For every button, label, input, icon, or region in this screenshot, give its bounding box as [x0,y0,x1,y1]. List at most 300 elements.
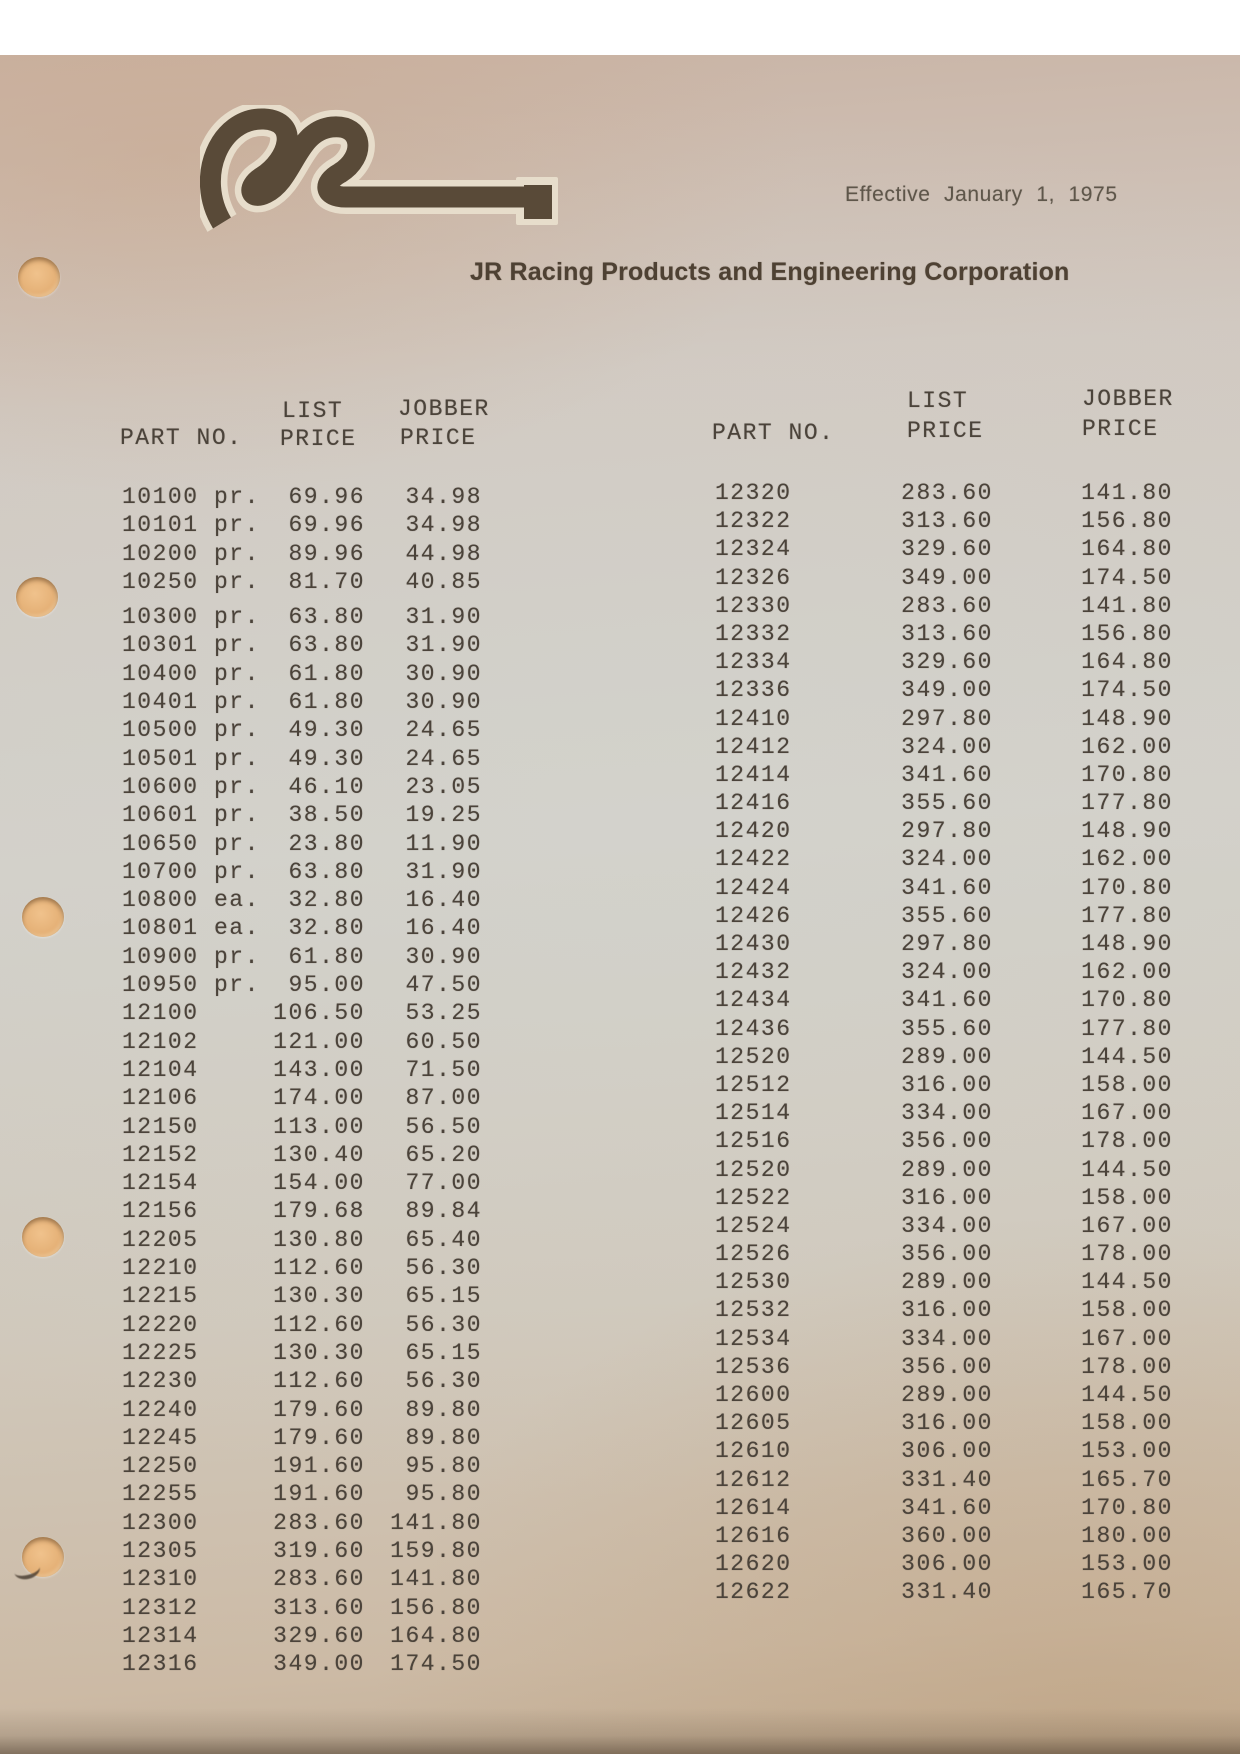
jobber-cell: 144.50 [1081,1156,1173,1183]
list-cell: 179.68 [273,1198,365,1225]
part-cell: 12420 [715,818,792,845]
list-cell: 356.00 [901,1128,993,1155]
part-cell: 12320 [715,480,792,506]
list-cell: 130.30 [273,1339,365,1366]
unit-cell: pr. [214,632,260,659]
list-cell: 355.60 [901,1015,993,1042]
jobber-cell: 141.80 [390,1509,482,1536]
table-row [122,1594,482,1622]
jobber-cell: 170.80 [1081,1494,1173,1521]
list-cell: 324.00 [901,733,993,760]
table-row [122,914,482,942]
table-row [715,1268,1173,1296]
part-cell: 10801 [122,915,199,942]
list-cell: 32.80 [288,887,365,914]
list-cell: 179.60 [273,1424,365,1451]
list-cell: 341.60 [901,761,993,788]
list-cell: 297.80 [901,705,993,732]
table-row [715,874,1173,902]
part-cell: 12614 [715,1494,792,1521]
unit-cell [214,1028,262,1056]
table-row [715,648,1173,676]
table-row [122,1509,482,1537]
list-cell: 306.00 [901,1438,993,1465]
list-cell: 334.00 [901,1212,993,1239]
jobber-cell: 174.50 [1081,677,1173,704]
unit-cell: pr. [214,660,260,687]
list-cell: 112.60 [273,1255,365,1282]
unit-cell [214,1084,262,1112]
jobber-cell: 170.80 [1081,761,1173,788]
list-cell: 297.80 [901,931,993,957]
list-cell: 324.00 [901,959,993,986]
list-cell: 316.00 [901,1071,993,1098]
table-row [715,1381,1173,1409]
jobber-cell: 31.90 [405,632,482,659]
list-cell: 329.60 [273,1622,365,1649]
part-cell: 12612 [715,1466,792,1493]
jobber-cell: 177.80 [1081,1015,1173,1042]
table-row [122,1084,482,1112]
unit-cell [214,1565,262,1593]
part-cell: 12426 [715,902,792,929]
part-cell: 12250 [122,1453,199,1480]
part-cell: 12316 [122,1651,199,1678]
part-cell: 12210 [122,1255,199,1282]
part-cell: 12154 [122,1170,199,1197]
part-cell: 12516 [715,1128,792,1155]
jobber-cell: 31.90 [405,604,482,631]
list-cell: 331.40 [901,1466,993,1493]
column-header-part: PART NO. [120,425,243,451]
column-header-list: LIST [907,388,969,414]
list-cell: 289.00 [901,1156,993,1183]
jobber-cell: 164.80 [390,1622,482,1649]
punch-hole [18,257,60,297]
list-cell: 313.60 [273,1594,365,1621]
list-cell: 283.60 [901,480,993,506]
part-cell: 12104 [122,1056,199,1083]
part-cell: 12410 [715,705,792,732]
unit-cell [214,999,262,1027]
list-cell: 154.00 [273,1170,365,1197]
table-row [715,676,1173,704]
list-cell: 289.00 [901,1382,993,1408]
column-header-list: LIST [282,398,344,424]
table-row [715,507,1173,535]
list-cell: 112.60 [273,1368,365,1395]
list-cell: 69.96 [288,512,365,539]
table-row [122,1367,482,1395]
part-cell: 10100 [122,484,199,510]
list-cell: 297.80 [901,818,993,845]
column-header-price: PRICE [907,418,984,444]
list-cell: 179.60 [273,1396,365,1423]
jobber-cell: 178.00 [1081,1353,1173,1380]
jobber-cell: 177.80 [1081,902,1173,929]
jobber-cell: 180.00 [1081,1522,1173,1549]
jobber-cell: 156.80 [1081,620,1173,647]
jobber-cell: 164.80 [1081,649,1173,676]
table-row [122,1197,482,1225]
part-cell: 12240 [122,1396,199,1423]
unit-cell: pr. [214,858,260,885]
table-row [122,540,482,568]
unit-cell: pr. [214,830,260,857]
jobber-cell: 167.00 [1081,1325,1173,1352]
part-cell: 10800 [122,887,199,914]
jobber-cell: 44.98 [405,540,482,567]
jobber-cell: 165.70 [1081,1579,1173,1606]
list-cell: 61.80 [288,689,365,716]
jobber-cell: 95.80 [405,1481,482,1508]
jobber-cell: 165.70 [1081,1466,1173,1493]
jobber-cell: 170.80 [1081,874,1173,901]
jobber-cell: 162.00 [1081,733,1173,760]
table-row [715,1296,1173,1324]
table-row [122,943,482,971]
jobber-cell: 162.00 [1081,959,1173,986]
jobber-cell: 34.98 [405,484,482,510]
table-row [715,705,1173,733]
list-cell: 306.00 [901,1551,993,1578]
table-row [122,631,482,659]
jobber-cell: 24.65 [405,717,482,744]
jobber-cell: 162.00 [1081,846,1173,873]
jobber-cell: 30.90 [405,689,482,716]
column-header-jobber: JOBBER [398,396,490,422]
part-cell: 12324 [715,536,792,563]
jobber-cell: 77.00 [405,1170,482,1197]
part-cell: 12332 [715,620,792,647]
jobber-cell: 153.00 [1081,1551,1173,1578]
price-table-right [715,479,1173,1607]
part-cell: 12512 [715,1071,792,1098]
list-cell: 334.00 [901,1325,993,1352]
jobber-cell: 178.00 [1081,1241,1173,1268]
unit-cell [214,1622,262,1650]
unit-cell [214,1452,262,1480]
list-cell: 334.00 [901,1100,993,1127]
part-cell: 12524 [715,1212,792,1239]
jobber-cell: 148.90 [1081,818,1173,845]
table-row [715,761,1173,789]
jobber-cell: 158.00 [1081,1297,1173,1324]
unit-cell: ea. [214,887,260,914]
list-cell: 316.00 [901,1184,993,1211]
jobber-cell: 34.98 [405,512,482,539]
part-cell: 12532 [715,1297,792,1324]
part-cell: 12610 [715,1438,792,1465]
jobber-cell: 141.80 [1081,592,1173,619]
part-cell: 12605 [715,1410,792,1437]
part-cell: 12106 [122,1085,199,1112]
part-cell: 12530 [715,1269,792,1296]
table-row [715,1325,1173,1353]
price-table-left [122,483,482,1678]
part-cell: 12245 [122,1424,199,1451]
unit-cell [214,1650,262,1678]
jobber-cell: 56.50 [405,1113,482,1140]
list-cell: 349.00 [901,564,993,591]
table-row [122,568,482,596]
table-row [122,830,482,858]
table-row [715,1184,1173,1212]
unit-cell: pr. [214,745,260,772]
table-row [122,511,482,539]
table-row [715,1212,1173,1240]
jobber-cell: 65.15 [405,1339,482,1366]
part-cell: 12432 [715,959,792,986]
list-cell: 130.30 [273,1283,365,1310]
part-cell: 10250 [122,568,199,595]
list-cell: 289.00 [901,1269,993,1296]
part-cell: 12334 [715,649,792,676]
table-row [715,1071,1173,1099]
part-cell: 12520 [715,1043,792,1070]
part-cell: 12526 [715,1241,792,1268]
table-row [122,1028,482,1056]
jobber-cell: 144.50 [1081,1269,1173,1296]
part-cell: 10700 [122,858,199,885]
part-cell: 12225 [122,1339,199,1366]
table-row [122,801,482,829]
column-header-jobber: JOBBER [1082,386,1174,412]
part-cell: 12255 [122,1481,199,1508]
part-cell: 10600 [122,773,199,800]
unit-cell: pr. [214,540,260,567]
unit-cell: pr. [214,484,260,510]
part-cell: 12412 [715,733,792,760]
jobber-cell: 158.00 [1081,1184,1173,1211]
jobber-cell: 177.80 [1081,790,1173,817]
jobber-cell: 65.20 [405,1141,482,1168]
table-row [122,1141,482,1169]
table-row [715,1015,1173,1043]
unit-cell [214,1113,262,1141]
jobber-cell: 65.40 [405,1226,482,1253]
part-cell: 12620 [715,1551,792,1578]
list-cell: 355.60 [901,790,993,817]
list-cell: 191.60 [273,1453,365,1480]
unit-cell [214,1226,262,1254]
jobber-cell: 40.85 [405,568,482,595]
list-cell: 63.80 [288,604,365,631]
table-row [122,716,482,744]
list-cell: 174.00 [273,1085,365,1112]
table-row [122,1169,482,1197]
jobber-cell: 144.50 [1081,1043,1173,1070]
jobber-cell: 89.80 [405,1424,482,1451]
list-cell: 331.40 [901,1579,993,1606]
unit-cell [214,1396,262,1424]
table-row [715,1578,1173,1606]
unit-cell: ea. [214,915,260,942]
list-cell: 313.60 [901,508,993,535]
part-cell: 10950 [122,972,199,999]
part-cell: 12514 [715,1100,792,1127]
part-cell: 12322 [715,508,792,535]
part-cell: 10200 [122,540,199,567]
jobber-cell: 148.90 [1081,931,1173,957]
effective-date: Effective January 1, 1975 [845,183,1118,206]
table-row [122,1424,482,1452]
part-cell: 12330 [715,592,792,619]
part-cell: 12600 [715,1382,792,1408]
unit-cell [214,1197,262,1225]
table-row [122,1226,482,1254]
part-cell: 10401 [122,689,199,716]
list-cell: 360.00 [901,1522,993,1549]
list-cell: 23.80 [288,830,365,857]
list-cell: 32.80 [288,915,365,942]
table-row [122,858,482,886]
part-cell: 10601 [122,802,199,829]
jobber-cell: 60.50 [405,1028,482,1055]
table-row [715,789,1173,817]
list-cell: 319.60 [273,1537,365,1564]
table-row [715,1156,1173,1184]
table-row [715,564,1173,592]
unit-cell [214,1339,262,1367]
part-cell: 12436 [715,1015,792,1042]
part-cell: 12150 [122,1113,199,1140]
list-cell: 191.60 [273,1481,365,1508]
unit-cell [214,1424,262,1452]
part-cell: 12622 [715,1579,792,1606]
jobber-cell: 56.30 [405,1311,482,1338]
table-row [715,733,1173,761]
table-row [715,958,1173,986]
column-header-price: PRICE [400,425,477,451]
part-cell: 12102 [122,1028,199,1055]
unit-cell: pr. [214,604,260,631]
list-cell: 316.00 [901,1410,993,1437]
part-cell: 12215 [122,1283,199,1310]
jobber-cell: 174.50 [390,1651,482,1678]
part-cell: 12414 [715,761,792,788]
list-cell: 63.80 [288,858,365,885]
part-cell: 12314 [122,1622,199,1649]
table-row [715,817,1173,845]
table-row [715,1550,1173,1578]
column-header-price: PRICE [1082,416,1159,442]
part-cell: 12616 [715,1522,792,1549]
part-cell: 10650 [122,830,199,857]
punch-hole [16,577,58,617]
list-cell: 130.40 [273,1141,365,1168]
list-cell: 89.96 [288,540,365,567]
unit-cell [214,1254,262,1282]
jobber-cell: 144.50 [1081,1382,1173,1408]
unit-cell: pr. [214,773,260,800]
part-cell: 12305 [122,1537,199,1564]
list-cell: 49.30 [288,745,365,772]
jobber-cell: 11.90 [405,830,482,857]
jobber-cell: 164.80 [1081,536,1173,563]
part-cell: 10900 [122,943,199,970]
unit-cell: pr. [214,943,260,970]
table-row [122,1650,482,1678]
unit-cell [214,1141,262,1169]
list-cell: 341.60 [901,1494,993,1521]
part-cell: 12205 [122,1226,199,1253]
list-cell: 106.50 [273,1000,365,1027]
table-row [122,688,482,716]
part-cell: 12520 [715,1156,792,1183]
jr-logo-icon [200,105,560,235]
jobber-cell: 156.80 [1081,508,1173,535]
punch-hole [22,897,64,937]
table-row [715,1043,1173,1071]
list-cell: 313.60 [901,620,993,647]
table-row [122,1254,482,1282]
table-row [122,1282,482,1310]
jobber-cell: 89.84 [405,1198,482,1225]
table-row [122,1339,482,1367]
table-row [122,745,482,773]
part-cell: 12424 [715,874,792,901]
list-cell: 283.60 [273,1509,365,1536]
jobber-cell: 158.00 [1081,1410,1173,1437]
part-cell: 12536 [715,1353,792,1380]
part-cell: 12534 [715,1325,792,1352]
jobber-cell: 87.00 [405,1085,482,1112]
table-row [122,483,482,511]
table-row [122,1396,482,1424]
part-cell: 10301 [122,632,199,659]
part-cell: 12310 [122,1566,199,1593]
list-cell: 324.00 [901,846,993,873]
unit-cell [214,1537,262,1565]
unit-cell [214,1056,262,1084]
punch-hole [22,1217,64,1257]
part-cell: 12300 [122,1509,199,1536]
list-cell: 113.00 [273,1113,365,1140]
unit-cell [214,1594,262,1622]
table-row [715,1353,1173,1381]
table-row [715,1240,1173,1268]
table-row [122,1113,482,1141]
table-row [122,773,482,801]
part-cell: 12522 [715,1184,792,1211]
table-row [715,1494,1173,1522]
jobber-cell: 30.90 [405,943,482,970]
table-row [122,1537,482,1565]
jobber-cell: 167.00 [1081,1100,1173,1127]
table-row [715,592,1173,620]
column-header-price: PRICE [280,426,357,452]
table-row [715,535,1173,563]
jobber-cell: 170.80 [1081,987,1173,1014]
jobber-cell: 56.30 [405,1255,482,1282]
part-cell: 12312 [122,1594,199,1621]
jobber-cell: 19.25 [405,802,482,829]
list-cell: 61.80 [288,943,365,970]
unit-cell: pr. [214,512,260,539]
list-cell: 112.60 [273,1311,365,1338]
list-cell: 121.00 [273,1028,365,1055]
list-cell: 63.80 [288,632,365,659]
part-cell: 10101 [122,512,199,539]
list-cell: 283.60 [273,1566,365,1593]
jobber-cell: 24.65 [405,745,482,772]
unit-cell [214,1311,262,1339]
table-row [715,479,1173,507]
table-row [122,603,482,631]
list-cell: 349.00 [901,677,993,704]
jobber-cell: 16.40 [405,887,482,914]
